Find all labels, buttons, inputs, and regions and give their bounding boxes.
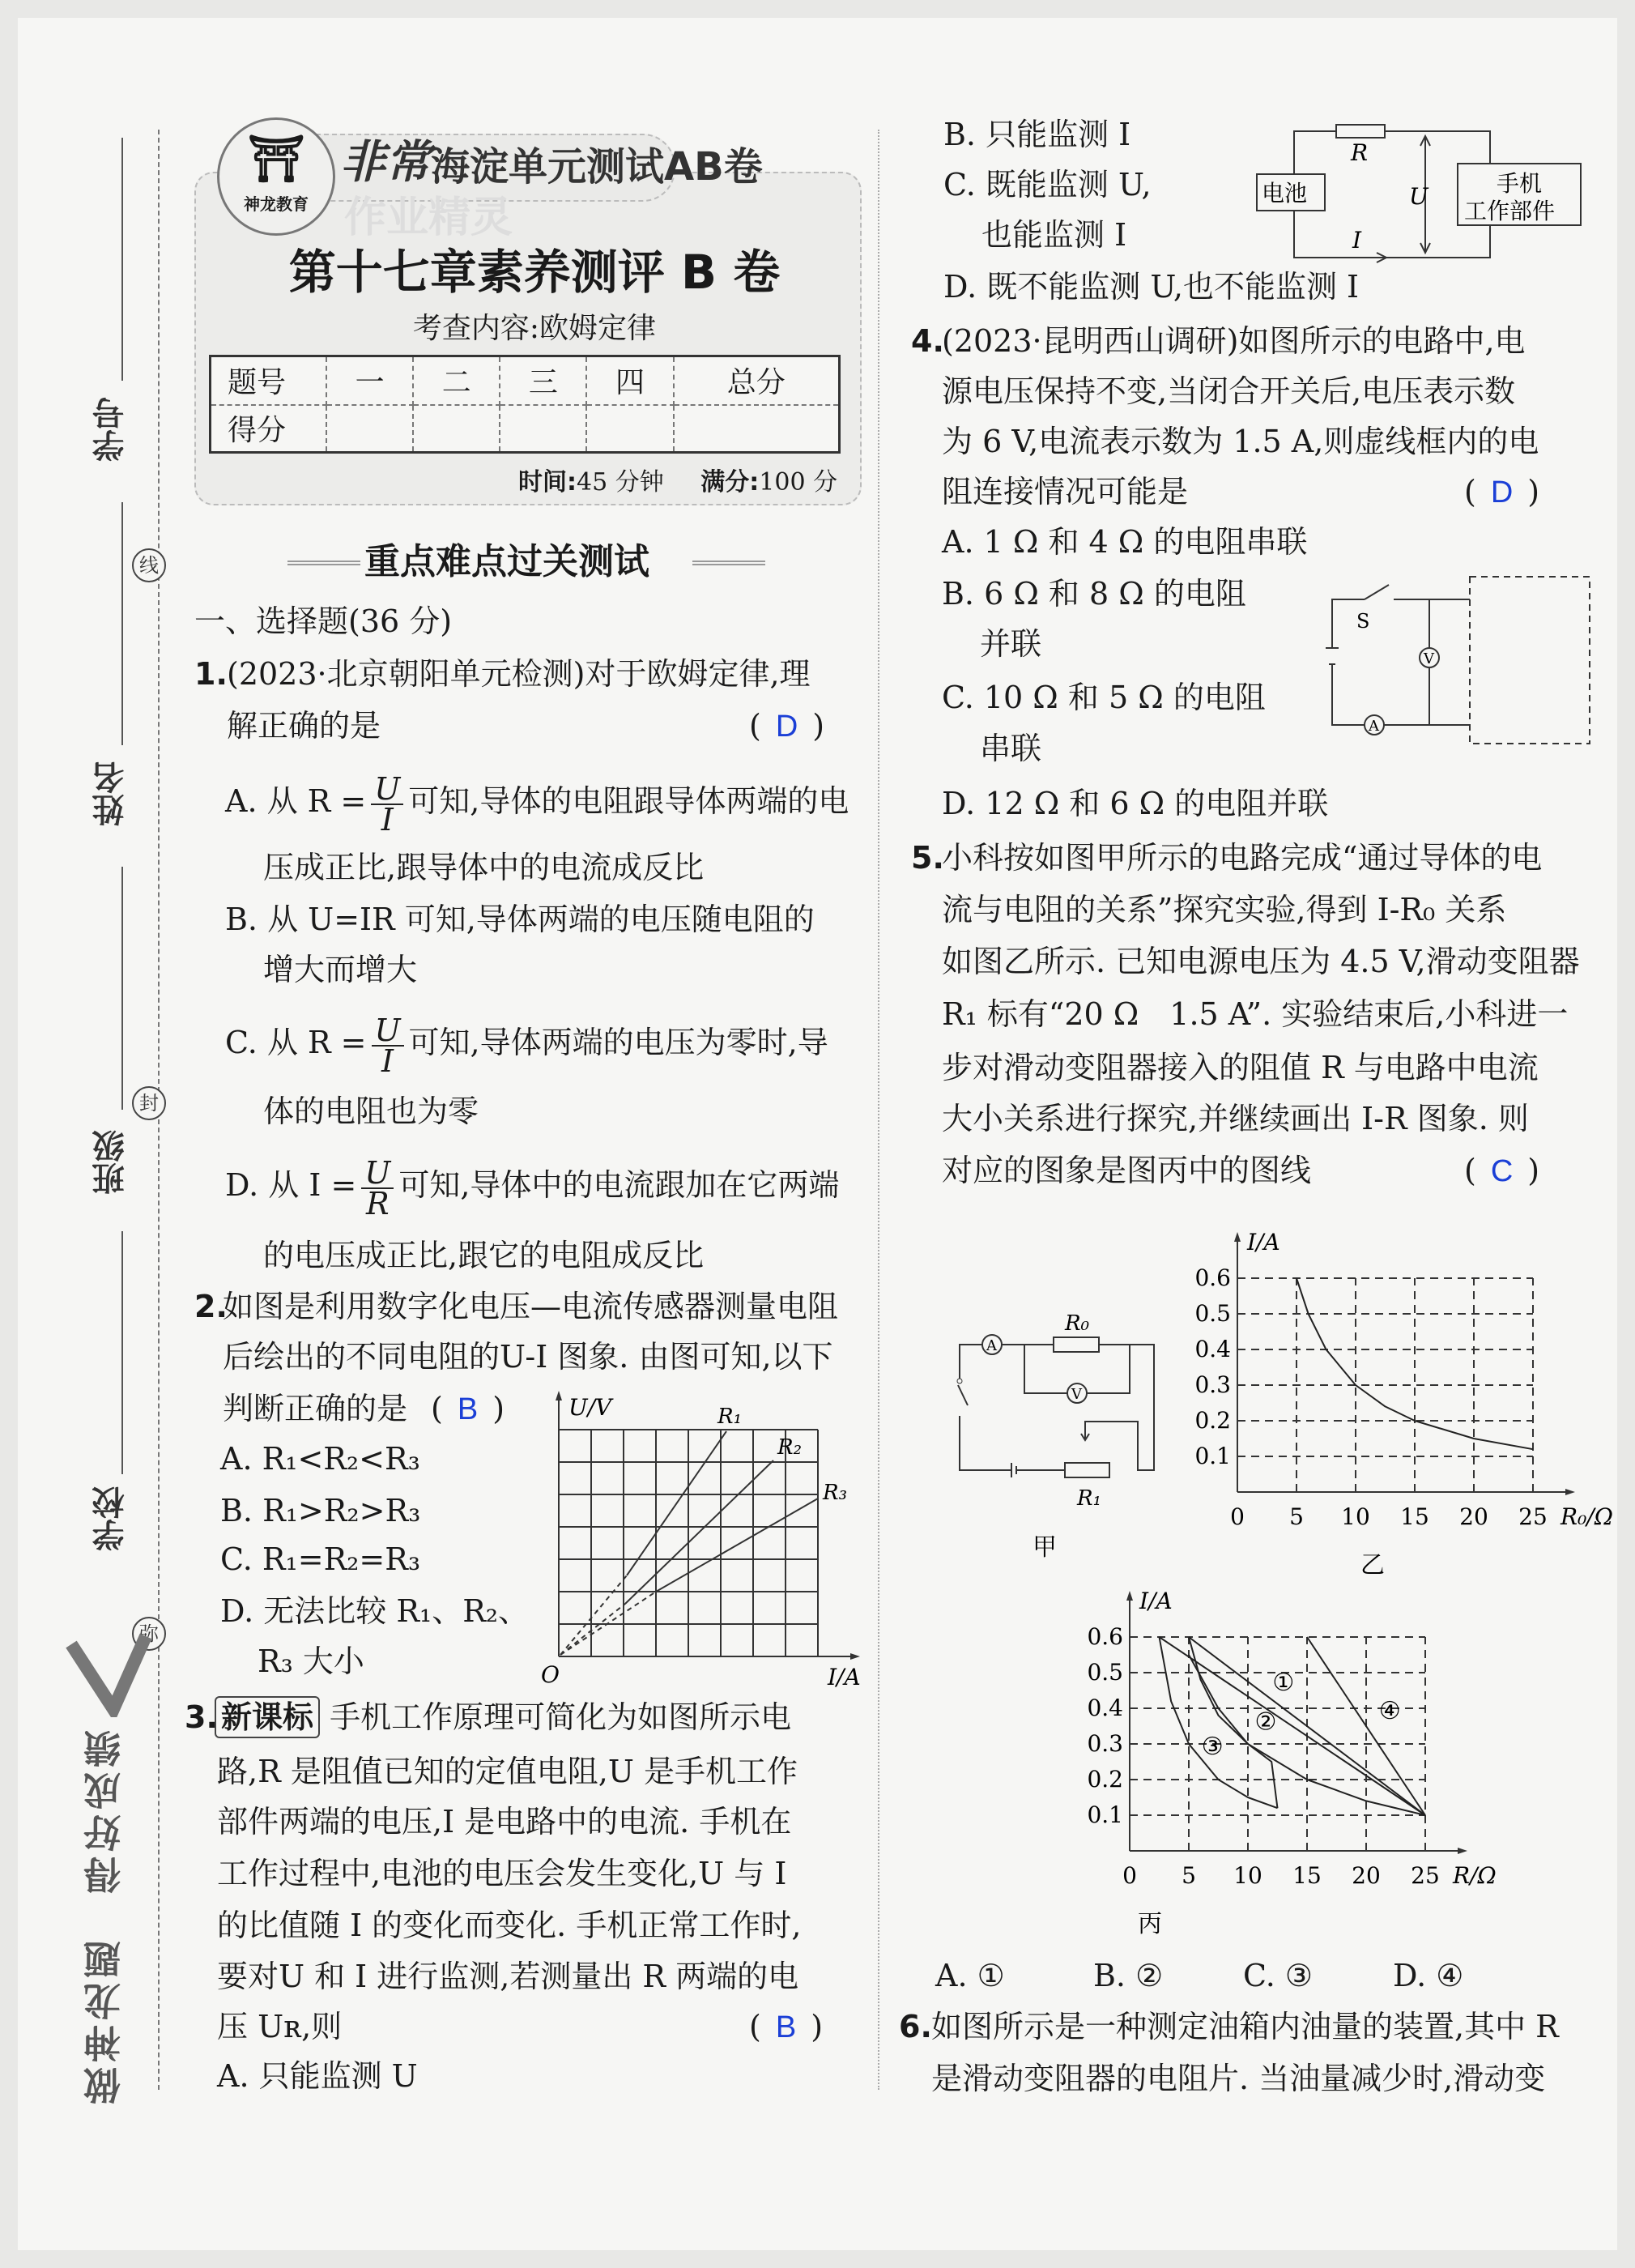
q1-option-b[interactable]: B. 从 U=IR 可知,导体两端的电压随电阻的 [225,902,815,937]
answer: D [775,710,798,744]
x-tick-label: 10 [1341,1503,1370,1530]
class-label: 班级 [92,1130,130,1195]
q6-stem: 是滑动变阻器的电阻片. 当油量减少时,滑动变 [931,2061,1546,2096]
figure-caption: 甲 [1033,1533,1057,1562]
q5-option-c[interactable]: C. ③ [1243,1958,1313,1993]
series-r3 [656,1498,818,1592]
x-tick-label: 0 [1122,1862,1137,1889]
x-tick-label: 0 [1230,1503,1245,1530]
slogan: 做神龙题 得好成绩 [83,1725,126,2104]
series-label: R₁ [717,1405,742,1429]
r1-label: R₁ [1077,1486,1101,1511]
x-tick-label: 20 [1352,1862,1381,1889]
score-header: 四 [586,356,673,405]
answer: B [775,2010,797,2044]
time-value: 45 分钟 [577,468,664,497]
q4-option-c[interactable]: C. 10 Ω 和 5 Ω 的电阻 [942,680,1266,715]
option-text: 体的电阻也为零 [263,1094,479,1129]
q4-stem: 源电压保持不变,当闭合开关后,电压表示数 [942,373,1516,409]
q4-stem: 为 6 V,电流表示数为 1.5 A,则虚线框内的电 [942,424,1539,459]
score-cell[interactable] [674,405,840,453]
y-tick-label: 0.6 [1194,1264,1231,1291]
ammeter-label: A [1369,718,1379,735]
q5-stem: 大小关系进行探究,并继续画出 I-R 图象. 则 [942,1101,1529,1136]
resistor-r [1336,125,1385,138]
q3-stem: 部件两端的电压,I 是电路中的电流. 手机在 [217,1804,792,1840]
q5-stem: 步对滑动变阻器接入的阻值 R 与电路中电流 [942,1050,1539,1085]
curve-label: ③ [1201,1733,1224,1762]
q3-stem: 工作过程中,电池的电压会发生变化,U 与 I [217,1856,787,1891]
figure-caption: 乙 [1360,1551,1385,1580]
score-table [209,355,841,454]
y-tick-label: 0.4 [1194,1336,1231,1362]
question-number: 3. [185,1699,218,1735]
q3-stem: 的比值随 I 的变化而变化. 手机正常工作时, [217,1908,802,1943]
stem-text: 手机工作原理可简化为如图所示电 [330,1699,792,1735]
figure-jia-circuit [943,1312,1186,1563]
score-cell[interactable] [586,405,673,453]
q3-option-c[interactable]: C. 既能监测 U, [943,167,1152,202]
numerator: U [361,1158,394,1189]
denominator: I [381,1042,394,1079]
score-cell[interactable] [500,405,586,453]
option-text: 可知,导体两端的电压为零时,导 [408,1025,828,1060]
option-text: 压成正比,跟导体中的电流成反比 [263,850,705,885]
denominator: I [381,801,394,838]
i-label: I [1352,227,1362,254]
option-text: 可知,导体的电阻跟导体两端的电 [408,783,849,819]
option-text: 串联 [980,731,1042,766]
q3-option-d[interactable]: D. 既不能监测 U,也不能监测 I [943,269,1360,305]
x-tick-label: 10 [1233,1862,1262,1889]
q2-option-a[interactable]: A. R₁<R₂<R₃ [220,1441,420,1477]
subtitle: 考查内容:欧姆定律 [412,312,657,345]
series-label: R₂ [777,1435,802,1460]
q5-stem: 小科按如图甲所示的电路完成“通过导体的电 [942,840,1543,876]
q2-stem: 后绘出的不同电阻的U-I 图象. 由图可知,以下 [223,1339,833,1375]
switch-label: S [1356,610,1370,633]
voltmeter-label: V [1424,650,1434,667]
x-axis-label: R₀/Ω [1560,1503,1613,1530]
seal-mark-line: 线 [132,548,166,582]
q3-circuit [1255,113,1587,267]
y-tick-label: 0.1 [1087,1801,1123,1828]
x-tick-label: 20 [1459,1503,1488,1530]
q5-stem: 如图乙所示. 已知电源电压为 4.5 V,滑动变阻器 [942,944,1580,979]
y-tick-label: 0.2 [1087,1766,1123,1793]
series-r2 [625,1460,773,1604]
q3-stem: 要对U 和 I 进行监测,若测量出 R 两端的电 [217,1959,799,1994]
q5-stem: 对应的图象是图丙中的图线 [942,1153,1312,1188]
y-axis-label: I/A [1247,1229,1280,1256]
x-tick-label: 25 [1411,1862,1440,1889]
rheostat-r1 [1065,1463,1109,1477]
q2-ui-graph [526,1389,866,1689]
logo-gate-icon: ⛩ [247,132,305,185]
ammeter-label: A [986,1337,997,1354]
option-text: 增大而增大 [263,952,418,987]
denominator: R [365,1185,390,1221]
option-text: 可知,导体中的电流跟加在它两端 [398,1167,840,1203]
score-row-label: 得分 [211,405,327,453]
battery-label: 电池 [1262,180,1308,207]
series-name: 海淀单元测试AB卷 [431,144,763,190]
u-label: U [1409,183,1428,210]
score-header: 二 [413,356,500,405]
dashed-box [1470,577,1590,744]
q2-stem: 判断正确的是 [223,1391,408,1426]
school-label: 学校 [92,1486,130,1551]
seal-mark-mi: 弥 [132,1617,166,1651]
y-tick-label: 0.4 [1087,1695,1123,1721]
x-axis-arrow [1565,1489,1575,1495]
q5-option-b[interactable]: B. ② [1093,1958,1164,1993]
numerator: U [372,1016,404,1047]
q5-option-d[interactable]: D. ④ [1393,1958,1464,1993]
q4-stem: 阻连接情况可能是 [942,474,1189,509]
y-tick-label: 0.3 [1087,1730,1123,1757]
x-tick-label: 15 [1400,1503,1429,1530]
exam-meta [518,462,837,497]
x-axis-label: I/A [828,1664,861,1689]
switch [1365,585,1389,599]
q4-option-a[interactable]: A. 1 Ω 和 4 Ω 的电阻串联 [942,524,1308,560]
divider [878,130,879,2090]
q5-stem: 流与电阻的关系”探究实验,得到 I-R₀ 关系 [942,892,1507,927]
part-heading: 一、选择题(36 分) [194,603,453,639]
curve-label: ① [1272,1669,1295,1697]
option-text: 也能监测 I [981,217,1127,253]
y-tick-label: 0.1 [1194,1443,1231,1469]
answer-blank[interactable]: ( B ) [749,2009,824,2044]
fill-line [121,1231,123,1474]
fraction [372,1012,404,1079]
series-label: R₃ [823,1481,847,1505]
option-text: C. 从 R = [225,1025,367,1060]
figure-bing-chart [1069,1575,1531,1944]
fill-line [121,138,123,381]
q4-option-b[interactable]: B. 6 Ω 和 8 Ω 的电阻 [942,576,1246,612]
score-header: 题号 [211,356,327,405]
score-cell[interactable] [413,405,500,453]
q2-option-b[interactable]: B. R₁>R₂>R₃ [220,1493,421,1528]
seal-mark-seal: 封 [132,1086,166,1120]
r0-label: R₀ [1065,1312,1089,1336]
x-tick-label: 5 [1182,1862,1196,1889]
x-tick-label: 15 [1292,1862,1322,1889]
section-rule [692,561,765,565]
y-axis-label: U/V [568,1394,612,1421]
time-label: 时间: [518,468,577,497]
q2-stem: 如图是利用数字化电压—电流传感器测量电阻 [223,1289,839,1324]
name-label: 姓名 [92,761,130,826]
q4-circuit [1316,567,1599,753]
option-text: 的电压成正比,跟它的电阻成反比 [263,1238,705,1273]
q1-option-c[interactable] [225,1010,828,1079]
curve-label: ④ [1378,1697,1401,1726]
section-title: 重点难点过关测试 [364,541,649,582]
x-axis-label: R/Ω [1453,1862,1497,1889]
curve-label: ② [1254,1707,1277,1737]
y-tick-label: 0.6 [1087,1623,1123,1650]
y-tick-label: 0.5 [1087,1659,1123,1686]
switch [958,1385,968,1405]
y-tick-label: 0.3 [1194,1371,1231,1398]
score-cell[interactable] [326,405,413,453]
answer-blank[interactable]: ( D ) [749,708,825,744]
r-label: R [1351,139,1369,166]
q1-option-d[interactable] [225,1153,840,1221]
question-number: 5. [911,840,944,876]
answer-blank[interactable]: ( C ) [1464,1153,1540,1188]
question-number: 2. [194,1289,228,1324]
answer: B [457,1392,479,1426]
option-text: D. 从 I = [225,1167,357,1203]
section-rule [287,561,360,565]
page-title: 第十七章素养测评 B 卷 [288,245,781,300]
y-axis-label: I/A [1139,1588,1173,1614]
score-header: 总分 [674,356,840,405]
option-text: A. 从 R = [225,783,367,819]
q5-option-a[interactable]: A. ① [935,1958,1005,1993]
score-header: 三 [500,356,586,405]
fraction [361,1154,394,1221]
series-② [1160,1637,1426,1815]
answer-blank[interactable]: ( D ) [1464,474,1540,509]
phone-label: 手机 [1497,170,1543,197]
x-tick-label: 5 [1289,1503,1304,1530]
logo [217,117,335,236]
numerator: U [371,774,403,805]
q3-option-a[interactable]: A. 只能监测 U [217,2058,418,2094]
logo-text: 神龙教育 [244,194,309,214]
student-id-label: 学号 [92,397,130,462]
y-tick-label: 0.5 [1194,1300,1231,1327]
score-header: 一 [326,356,413,405]
q1-stem: 解正确的是 [227,708,381,744]
fill-line [121,502,123,745]
q1-option-a[interactable] [225,769,849,838]
y-axis-arrow [1234,1232,1241,1242]
fill-line [121,867,123,1110]
x-axis-arrow [1458,1848,1467,1854]
resistor-r0 [1054,1337,1099,1352]
question-number: 6. [899,2009,932,2044]
full-score-label: 满分: [700,468,760,497]
question-number: 4. [911,323,944,359]
phone-label: 工作部件 [1464,198,1556,224]
q3-stem: 压 Uʀ,则 [217,2009,343,2044]
new-curriculum-badge: 新课标 [215,1696,320,1738]
q3-stem [215,1691,791,1743]
full-score-value: 100 分 [759,468,838,497]
check-mark-icon [65,1628,154,1717]
q1-stem: (2023·北京朝阳单元检测)对于欧姆定律,理 [227,656,811,692]
brand-script: 非常 [340,135,431,189]
x-tick-label: 25 [1518,1503,1548,1530]
q4-stem: (2023·昆明西山调研)如图所示的电路中,电 [942,323,1526,359]
q2-option-d[interactable]: D. 无法比较 R₁、R₂、 [220,1593,530,1629]
y-tick-label: 0.2 [1194,1407,1231,1434]
q3-option-b[interactable]: B. 只能监测 I [943,117,1131,152]
question-number: 1. [194,656,228,692]
option-text: R₃ 大小 [258,1643,364,1679]
fraction [371,770,403,838]
figure-caption: 丙 [1138,1910,1162,1938]
origin-label: O [541,1661,560,1688]
q2-option-c[interactable]: C. R₁=R₂=R₃ [220,1541,421,1577]
figure-yi-chart [1182,1209,1628,1589]
q4-option-d[interactable]: D. 12 Ω 和 6 Ω 的电阻并联 [942,786,1329,821]
q6-stem: 如图所示是一种测定油箱内油量的装置,其中 R [931,2009,1559,2044]
answer: C [1490,1154,1514,1188]
answer: D [1490,475,1514,509]
answer-blank[interactable]: ( B ) [431,1391,505,1426]
watermark: 作业精灵 [344,194,513,242]
voltmeter-label: V [1071,1386,1082,1403]
y-axis-arrow [1126,1591,1133,1601]
option-text: 并联 [980,626,1042,662]
q5-stem: R₁ 标有“20 Ω 1.5 A”. 实验结束后,小科进一 [942,996,1569,1032]
q3-stem: 路,R 是阻值已知的定值电阻,U 是手机工作 [217,1754,798,1789]
